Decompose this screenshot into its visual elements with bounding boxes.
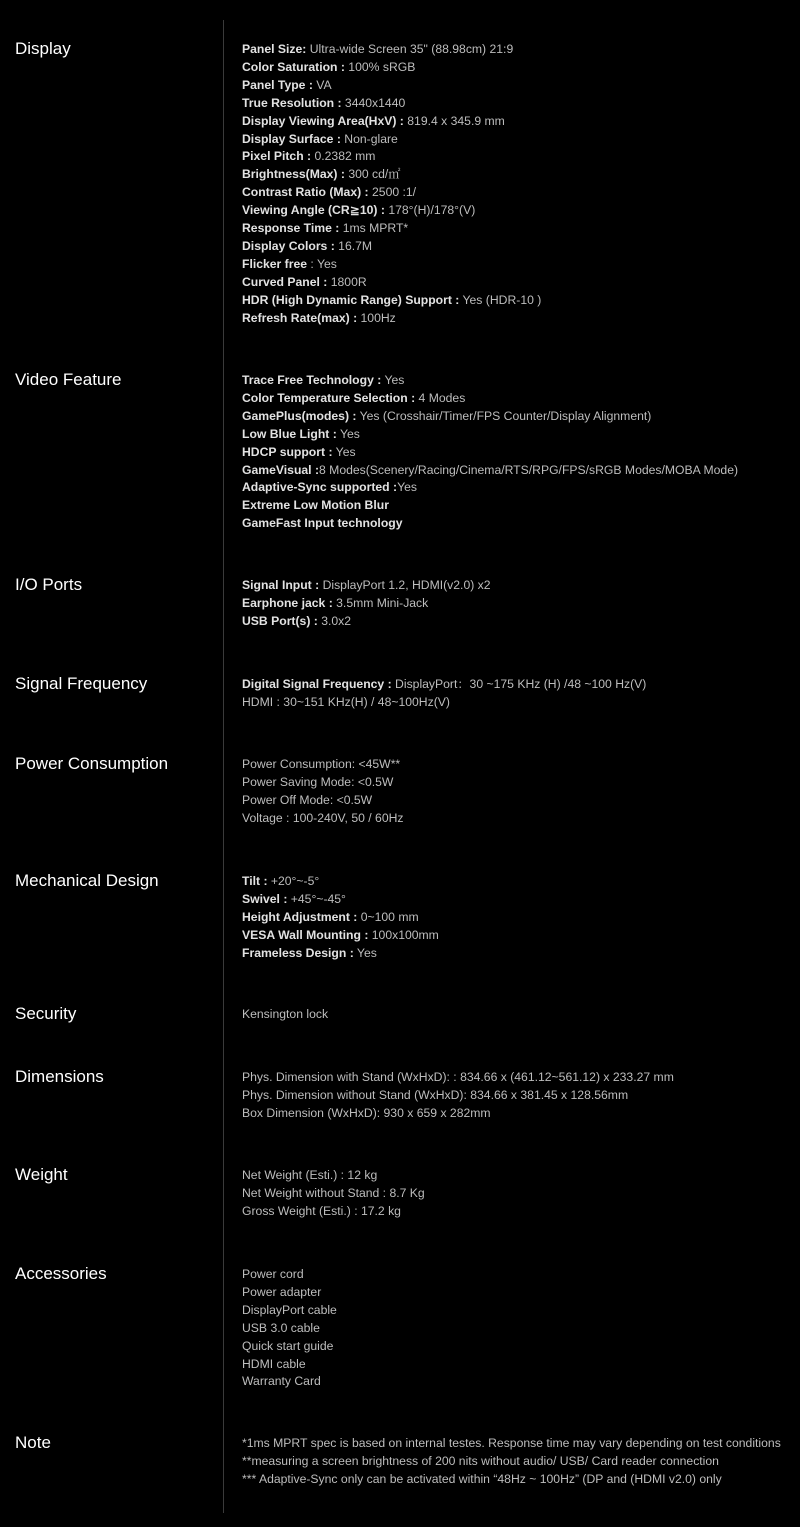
spec-line (242, 148, 798, 166)
spec-value: Ultra-wide Screen 35" (88.98cm) 21:9 (306, 42, 514, 56)
spec-line (242, 1471, 798, 1489)
spec-value: Kensington lock (242, 1007, 329, 1021)
spec-value: 100% sRGB (344, 59, 416, 74)
spec-value: Quick start guide (242, 1338, 334, 1353)
spec-line (242, 238, 798, 256)
spec-label: Display Colors : (242, 238, 335, 253)
spec-line (242, 1185, 798, 1203)
spec-value: Power Consumption: <45W** (242, 757, 401, 771)
spec-value: Yes (336, 426, 360, 441)
spec-line (242, 1356, 798, 1374)
spec-value: VA (312, 77, 332, 92)
spec-value: 300 cd/㎡ (344, 167, 401, 182)
spec-value: 100x100mm (368, 927, 439, 942)
spec-line (242, 676, 798, 694)
spec-label: Pixel Pitch : (242, 149, 312, 164)
spec-value: 1800R (327, 274, 367, 289)
spec-label: VESA Wall Mounting : (242, 927, 369, 942)
spec-list (242, 756, 798, 828)
spec-label: Frameless Design : (242, 945, 354, 960)
spec-line (242, 945, 798, 963)
spec-line (242, 1435, 798, 1453)
spec-line (242, 1087, 798, 1105)
spec-line (242, 292, 798, 310)
section-title: I/O Ports (15, 575, 83, 594)
spec-value: **measuring a screen brightness of 200 nits without audio/ USB/ Card reader connection (242, 1453, 719, 1468)
spec-line (242, 497, 798, 515)
spec-label: Tilt : (242, 874, 268, 888)
spec-label: Display Viewing Area(HxV) : (242, 113, 404, 128)
spec-line (242, 891, 798, 909)
spec-list (242, 372, 798, 533)
spec-value: 16.7M (334, 238, 373, 253)
spec-list (242, 577, 798, 631)
spec-line (242, 1302, 798, 1320)
spec-line (242, 694, 798, 712)
spec-value: : Yes (307, 256, 337, 271)
spec-line (242, 408, 798, 426)
spec-value: 0.2382 mm (311, 149, 376, 164)
spec-label: Low Blue Light : (242, 426, 337, 441)
spec-line (242, 1203, 798, 1221)
spec-line (242, 166, 798, 184)
spec-line (242, 479, 798, 497)
spec-label: Earphone jack : (242, 595, 333, 610)
spec-label: Signal Input : (242, 578, 320, 592)
spec-value: Non-glare (340, 131, 398, 146)
spec-line (242, 1167, 798, 1185)
spec-value: Phys. Dimension with Stand (WxHxD): : 834.66 x (461.12~561.12) x 233.27 mm (242, 1070, 674, 1084)
spec-line (242, 41, 798, 59)
spec-line (242, 131, 798, 149)
spec-line (242, 1069, 798, 1087)
spec-list (242, 1069, 798, 1123)
spec-line (242, 310, 798, 328)
spec-line (242, 873, 798, 891)
spec-line (242, 1105, 798, 1123)
spec-value: Yes (353, 945, 377, 960)
spec-line (242, 613, 798, 631)
spec-line (242, 909, 798, 927)
spec-value: Net Weight (Esti.) : 12 kg (242, 1168, 378, 1182)
spec-value: 3.0x2 (317, 613, 352, 628)
spec-line (242, 1338, 798, 1356)
spec-value: USB 3.0 cable (242, 1320, 320, 1335)
section-title: Mechanical Design (15, 871, 159, 890)
spec-label: Flicker free (242, 256, 308, 271)
spec-value: HDMI cable (242, 1356, 306, 1371)
spec-value: Yes (332, 444, 356, 459)
spec-list (242, 676, 798, 712)
spec-value: 4 Modes (415, 390, 466, 405)
spec-value: 1ms MPRT* (339, 221, 409, 236)
spec-value: DisplayPort cable (242, 1302, 337, 1317)
spec-line (242, 792, 798, 810)
spec-line (242, 1373, 798, 1391)
spec-value: Power adapter (242, 1284, 322, 1299)
section-title: Display (15, 39, 71, 58)
spec-line (242, 256, 798, 274)
spec-label: True Resolution : (242, 95, 342, 110)
spec-value: DisplayPort：30 ~175 KHz (H) /48 ~100 Hz(V) (391, 677, 647, 691)
spec-value: Power Off Mode: <0.5W (242, 792, 373, 807)
spec-value: 100Hz (357, 310, 396, 325)
spec-line (242, 1284, 798, 1302)
spec-line (242, 756, 798, 774)
spec-label: GameFast Input technology (242, 516, 403, 531)
spec-value: Yes (HDR-10 ) (459, 292, 542, 307)
spec-value: 178°(H)/178°(V) (384, 203, 476, 218)
spec-label: Response Time : (242, 221, 340, 236)
spec-value: Yes (397, 480, 417, 495)
spec-label: Brightness(Max) : (242, 167, 345, 182)
spec-label: Color Temperature Selection : (242, 390, 416, 405)
spec-line (242, 1320, 798, 1338)
spec-line (242, 927, 798, 945)
section-title: Video Feature (15, 370, 122, 389)
spec-value: Yes (Crosshair/Timer/FPS Counter/Display Alignment) (356, 408, 652, 423)
spec-line (242, 462, 798, 480)
spec-list (242, 873, 798, 963)
spec-line (242, 95, 798, 113)
spec-line (242, 59, 798, 77)
spec-label: GamePlus(modes) : (242, 408, 357, 423)
spec-label: HDR (High Dynamic Range) Support : (242, 292, 460, 307)
spec-line (242, 595, 798, 613)
spec-line (242, 774, 798, 792)
spec-list (242, 1435, 798, 1489)
spec-line (242, 810, 798, 828)
spec-label: Color Saturation : (242, 59, 345, 74)
spec-line (242, 444, 798, 462)
spec-value: Yes (381, 373, 405, 387)
spec-line (242, 113, 798, 131)
spec-value: Phys. Dimension without Stand (WxHxD): 834.66 x 381.45 x 128.56mm (242, 1087, 629, 1102)
spec-value: 0~100 mm (357, 909, 419, 924)
spec-label: GameVisual : (242, 462, 319, 477)
column-divider (223, 20, 224, 1513)
spec-value: 3440x1440 (341, 95, 406, 110)
spec-value: HDMI : 30~151 KHz(H) / 48~100Hz(V) (242, 694, 450, 709)
section-title: Note (15, 1433, 51, 1452)
section-title: Weight (15, 1165, 68, 1184)
spec-value: +20°~-5° (267, 874, 320, 888)
spec-value: 3.5mm Mini-Jack (332, 595, 429, 610)
spec-line (242, 577, 798, 595)
spec-line (242, 1453, 798, 1471)
spec-label: Trace Free Technology : (242, 373, 382, 387)
spec-line (242, 77, 798, 95)
spec-value: +45°~-45° (287, 891, 346, 906)
spec-value: 2500 :1/ (368, 185, 417, 200)
spec-value: Net Weight without Stand : 8.7 Kg (242, 1185, 425, 1200)
section-title: Security (15, 1004, 77, 1023)
spec-label: Curved Panel : (242, 274, 328, 289)
spec-label: Refresh Rate(max) : (242, 310, 358, 325)
section-title: Power Consumption (15, 754, 169, 773)
spec-value: DisplayPort 1.2, HDMI(v2.0) x2 (319, 578, 491, 592)
spec-line (242, 184, 798, 202)
spec-line (242, 515, 798, 533)
spec-list (242, 1266, 798, 1391)
spec-label: Height Adjustment : (242, 909, 358, 924)
spec-value: Box Dimension (WxHxD): 930 x 659 x 282mm (242, 1105, 491, 1120)
spec-label: Panel Type : (242, 77, 313, 92)
spec-value: *** Adaptive-Sync only can be activated within “48Hz ~ 100Hz” (DP and (HDMI v2.0) only (242, 1471, 722, 1486)
spec-value: 819.4 x 345.9 mm (403, 113, 505, 128)
spec-value: Voltage : 100-240V, 50 / 60Hz (242, 810, 404, 825)
spec-line (242, 220, 798, 238)
section-title: Signal Frequency (15, 674, 148, 693)
section-title: Dimensions (15, 1067, 104, 1086)
spec-value: Power Saving Mode: <0.5W (242, 774, 394, 789)
spec-line (242, 202, 798, 220)
spec-value: *1ms MPRT spec is based on internal testes. Response time may vary depending on test conditions (242, 1436, 781, 1450)
spec-list (242, 1006, 798, 1024)
spec-line (242, 426, 798, 444)
spec-label: Swivel : (242, 891, 288, 906)
spec-label: Adaptive-Sync supported : (242, 480, 398, 495)
spec-value: 8 Modes(Scenery/Racing/Cinema/RTS/RPG/FPS/sRGB Modes/MOBA Mode) (319, 462, 739, 477)
spec-value: Power cord (242, 1267, 304, 1281)
spec-line (242, 1266, 798, 1284)
spec-label: Extreme Low Motion Blur (242, 498, 389, 513)
spec-line (242, 390, 798, 408)
spec-label: Digital Signal Frequency : (242, 677, 392, 691)
spec-line (242, 1006, 798, 1024)
spec-list (242, 1167, 798, 1221)
spec-label: Display Surface : (242, 131, 341, 146)
spec-value: Gross Weight (Esti.) : 17.2 kg (242, 1203, 401, 1218)
spec-label: USB Port(s) : (242, 613, 318, 628)
spec-value: Warranty Card (242, 1374, 321, 1389)
spec-line (242, 372, 798, 390)
spec-line (242, 274, 798, 292)
spec-label: Panel Size: (242, 42, 307, 56)
spec-label: HDCP support : (242, 444, 333, 459)
spec-label: Viewing Angle (CR≧10) : (242, 203, 385, 218)
spec-label: Contrast Ratio (Max) : (242, 185, 369, 200)
section-title: Accessories (15, 1264, 107, 1283)
spec-list (242, 41, 798, 328)
